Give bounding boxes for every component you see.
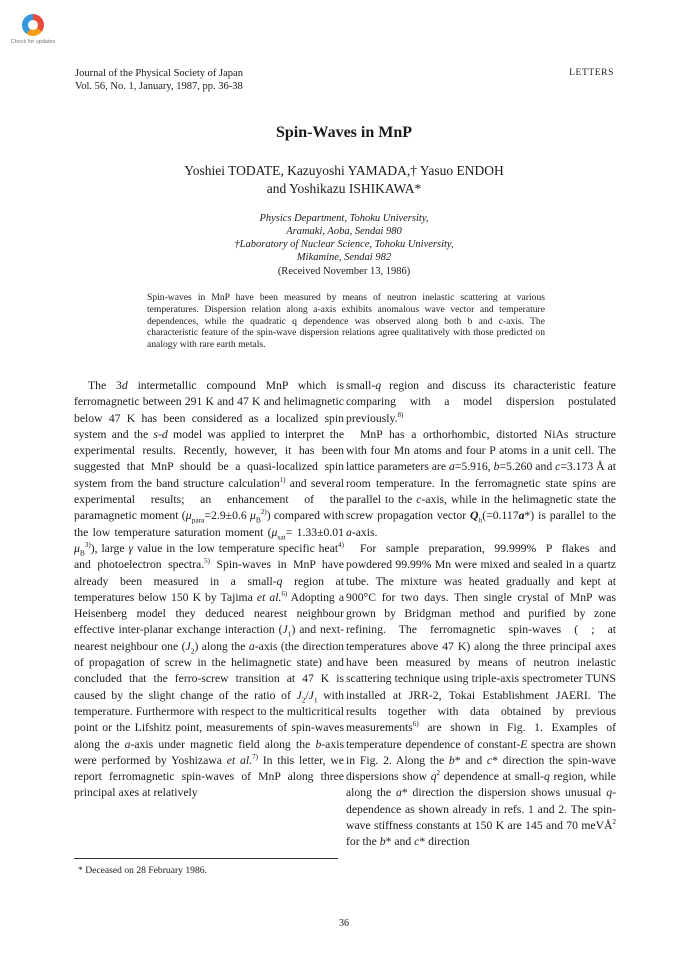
- section-label: LETTERS: [569, 68, 614, 78]
- paper-title: Spin-Waves in MnP: [275, 124, 413, 141]
- body-column-left: [74, 378, 344, 802]
- check-for-updates-badge[interactable]: [8, 14, 58, 60]
- body-column-right: [346, 378, 616, 851]
- page-number: 36: [339, 918, 349, 929]
- journal-citation: [75, 68, 243, 93]
- footnote: * Deceased on 28 February 1986.: [78, 865, 207, 876]
- abstract: Spin-waves in MnP have been measured by means of neutron inelastic scattering at various temperatures. Dispersion relation along a-axis exhibits anomalous wave vector and temperature dependences, while the quadratic q dependence was observed along both b and c-axis. The characteristic feature of the spin-wave dispersion relations agree qualitatively with those predicted on analogy with rare earth metals.: [147, 292, 545, 351]
- body-paragraph: MnP has a orthorhombic, distorted NiAs structure with four Mn atoms and four P atoms in a unit cell. The lattice parameters are a=5.916, b=5.260 and c=3.173 Å at room temperature. In the ferromagnetic state spins are parallel to the c-axis, while in the helimagnetic state the screw propagation vector $Q_h(=0.117a*)$ is parallel to the a-axis.: [346, 427, 616, 539]
- affiliation-line: Aramaki, Aoba, Sendai 980: [286, 226, 402, 237]
- authors-line-1: Yoshiei TODATE, Kazuyoshi YAMADA,† Yasuo ENDOH: [184, 163, 504, 178]
- body-paragraph: The 3d intermetallic compound MnP which is ferromagnetic between 291 K and 47 K and helimagnetic below 47 K has been considered as a localized spin system and the s-d model was applied to interpret the experimental results. Recently, however, it has been suggested that MnP should be a quasi-localized spin system from the band structure calculation$^{1)}$ and several experimental results; an enhancement of the paramagnetic moment ($\mu_{para}=2.9\pm 0.6$ $\mu_B^{2)}$) compared with the low temperature saturation moment ($\mu_{sat}= 1.33\pm 0.01$ $\mu_B^{3)}$), large γ value in the low temperature specific heat$^{4)}$ and photoelectron spectra.$^{5)}$ Spin-waves in MnP have already been measured in a small-q region at temperatures below 150 K by Tajima et al.$^{6)}$ Adopting a Heisenberg model they deduced nearest neighbour effective inter-planar exchange interaction $(J_1)$ and next-nearest neighbour one $(J_2)$ along the a-axis (the direction of propagation of screw in the helimagnetic state) and concluded that the ferro-screw transition at 47 K is caused by the slight change of the ratio of $J_2/J_1$ with temperature. Furthermore with respect to the multicritical point or the Lifshitz point, measurements of spin-waves along the a-axis under magnetic field along the b-axis were performed by Yoshizawa et al.$^{7)}$ In this letter, we report ferromagnetic spin-waves of MnP along three principal axes at relatively: [74, 379, 345, 800]
- badge-label: Check for updates: [10, 39, 56, 45]
- authors-line-2: and Yoshikazu ISHIKAWA*: [266, 181, 422, 196]
- body-paragraph: For sample preparation, 99.999% P flakes and powdered 99.99% Mn were mixed and sealed in a quartz tube. The mixture was heated gradually and kept at 900°C for two days. Then single crystal of MnP was grown by Bridgman method and purified by zone refining. The ferromagnetic spin-waves ( ; at temperatures above 47 K) along the three principal axes have been measured by means of neutron inelastic scattering technique using triple-axis spectrometer TUNS installed at JRR-2, Tokai Establishment JAERI. The results together with data obtained by previous measurements$^{6)}$ are shown in Fig. 1. Examples of temperature dependence of constant-E spectra are shown in Fig. 2. Along the b* and c* direction the spin-wave dispersions show $q^2$ dependence at small-q region, while along the a* direction the dispersion shows unusual q-dependence as shown already in refs. 1 and 2. The spin-wave stiffness constants at 150 K are 145 and 70 meVÅ$^2$ for the b* and c* direction: [346, 541, 616, 849]
- affiliation-line: Mikamine, Sendai 982: [296, 252, 392, 263]
- received-date: (Received November 13, 1986): [277, 266, 411, 277]
- footnote-divider: [74, 858, 338, 859]
- affiliations: [0, 212, 688, 264]
- affiliation-line: Physics Department, Tohoku University,: [259, 213, 429, 224]
- author-list: [0, 162, 688, 198]
- body-paragraph: small-q region and discuss its characteristic feature comparing with a model dispersion postulated previously.$^{8)}$: [346, 379, 616, 425]
- journal-name: Journal of the Physical Society of Japan: [75, 68, 243, 79]
- affiliation-line: †Laboratory of Nuclear Science, Tohoku University,: [234, 239, 454, 250]
- journal-volume: Vol. 56, No. 1, January, 1987, pp. 36-38: [75, 80, 243, 92]
